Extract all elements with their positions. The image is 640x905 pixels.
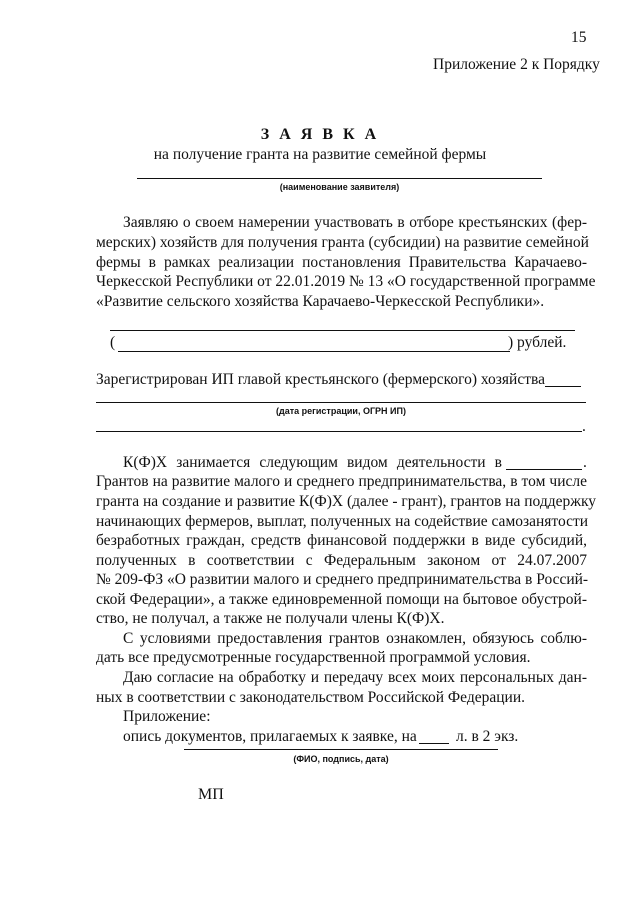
- activity-line: полученных в соответствии с Федеральным законом от 24.07.2007: [96, 552, 587, 569]
- amount-rubles-label: ) рублей.: [508, 334, 567, 351]
- activity-line: начинающих фермеров, выплат, полученных на содействие самозанятости: [96, 513, 589, 530]
- inventory-suffix: л. в 2 экз.: [456, 728, 519, 745]
- document-subtitle: на получение гранта на развитие семейной фермы: [153, 146, 487, 163]
- applicant-name-line: [137, 178, 542, 179]
- conditions-line: С условиями предоставления грантов ознакомлен, обязуюсь соблю-: [123, 630, 587, 647]
- statement-line: мерских) хозяйств для получения гранта (субсидии) на развитие семейной: [96, 234, 589, 251]
- registration-short-line: [545, 386, 581, 387]
- appendix-reference: Приложение 2 к Порядку: [433, 56, 600, 73]
- statement-line: Заявляю о своем намерении участвовать в отборе крестьянских (фер-: [123, 214, 587, 231]
- amount-line: [118, 351, 510, 352]
- signature-line: [184, 749, 498, 750]
- statement-line: «Развитие сельского хозяйства Карачаево-Черкесской Республики».: [96, 293, 545, 310]
- registration-line: [96, 402, 586, 403]
- signature-caption: (ФИО, подпись, дата): [293, 754, 389, 764]
- inventory-prefix: опись документов, прилагаемых к заявке, на: [123, 728, 417, 745]
- activity-line: № 209-ФЗ «О развитии малого и среднего предпринимательства в Россий-: [96, 571, 589, 588]
- statement-line: фермы в рамках реализации постановления Правительства Карачаево-: [96, 254, 587, 271]
- applicant-name-caption: (наименование заявителя): [279, 182, 400, 192]
- activity-line: безработных граждан, средств финансовой поддержки в виде субсидий,: [96, 532, 587, 549]
- activity-type-line: [506, 469, 582, 470]
- statement-line: Черкесской Республики от 22.01.2019 № 13 «О государственной программе: [96, 273, 596, 290]
- activity-line: гранта на создание и развитие К(Ф)Х (далее - грант), грантов на поддержку: [96, 493, 597, 510]
- conditions-line-last: дать все предусмотренные государственной программой условия.: [96, 649, 531, 666]
- stamp-label: МП: [198, 786, 224, 803]
- document-title: З А Я В К А: [260, 126, 380, 143]
- consent-line-last: ных в соответствии с законодательством Российской Федерации.: [96, 689, 525, 706]
- consent-line: Даю согласие на обработку и передачу всех моих персональных дан-: [123, 669, 587, 686]
- registration-second-line: [96, 431, 582, 432]
- registration-label: Зарегистрирован ИП главой крестьянского (фермерского) хозяйства: [96, 371, 545, 388]
- page-number: 15: [571, 29, 587, 46]
- activity-line: ской Федерации», а также единовременной помощи на бытовое обустрой-: [96, 591, 587, 608]
- activity-end-dot: .: [583, 454, 587, 471]
- amount-top-line: [110, 330, 575, 331]
- amount-open-paren: (: [110, 334, 116, 351]
- activity-line-last: ство, не получал, а также не получали члены К(Ф)Х.: [96, 610, 445, 627]
- activity-first-line: К(Ф)Х занимается следующим видом деятельности в: [123, 454, 502, 471]
- attachment-label: Приложение:: [123, 708, 211, 725]
- registration-end-dot: .: [582, 418, 586, 435]
- activity-line: Грантов на развитие малого и среднего предпринимательства, в том числе: [96, 473, 587, 490]
- registration-caption: (дата регистрации, ОГРН ИП): [276, 406, 406, 416]
- sheet-count-line: [419, 743, 449, 744]
